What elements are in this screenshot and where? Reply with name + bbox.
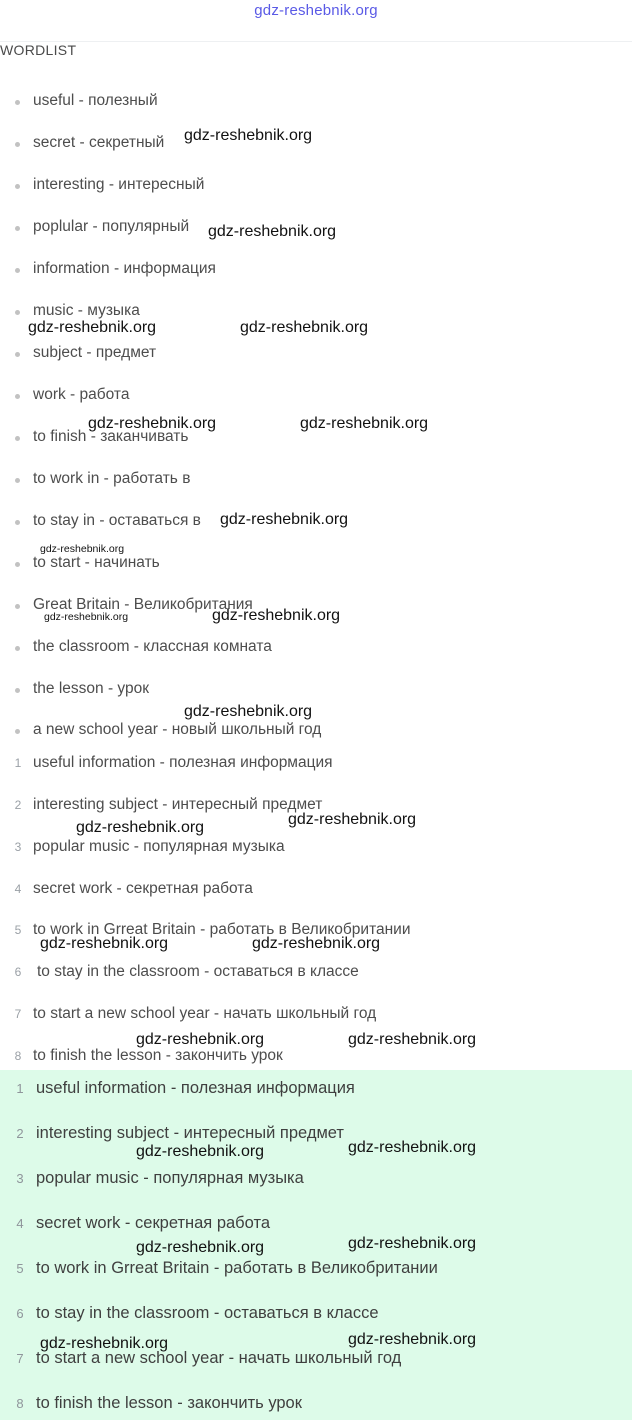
bullet-icon xyxy=(15,394,20,399)
watermark: gdz-reshebnik.org xyxy=(348,1139,477,1156)
answer-number: 6 xyxy=(16,1306,24,1321)
watermark: gdz-reshebnik.org xyxy=(44,611,129,623)
list-item-text: poplular - популярный xyxy=(33,218,190,235)
answer-number: 7 xyxy=(16,1351,24,1366)
watermark: gdz-reshebnik.org xyxy=(184,703,313,720)
watermark: gdz-reshebnik.org xyxy=(240,319,369,336)
list-item-text: to finish - заканчивать xyxy=(33,428,189,445)
bullet-icon xyxy=(15,268,20,273)
phrase-number: 2 xyxy=(14,798,22,812)
answer-number: 5 xyxy=(16,1261,24,1276)
phrase-number: 4 xyxy=(14,882,22,896)
answer-text: useful information - полезная информация xyxy=(36,1079,355,1097)
answer-number: 2 xyxy=(16,1126,24,1141)
bullet-icon xyxy=(15,226,20,231)
list-item-text: the lesson - урок xyxy=(33,680,150,697)
watermark: gdz-reshebnik.org xyxy=(136,1239,265,1256)
watermark: gdz-reshebnik.org xyxy=(76,819,205,836)
list-item-text: the classroom - классная комната xyxy=(33,638,272,655)
watermark: gdz-reshebnik.org xyxy=(136,1143,265,1160)
phrase-number: 6 xyxy=(14,965,22,979)
answer-text: to finish the lesson - закончить урок xyxy=(36,1394,302,1412)
answer-text: to work in Grreat Britain - работать в Великобритании xyxy=(36,1259,438,1277)
bullet-icon xyxy=(15,100,20,105)
watermark: gdz-reshebnik.org xyxy=(288,811,417,828)
answer-number: 4 xyxy=(16,1216,24,1231)
watermark: gdz-reshebnik.org xyxy=(40,935,169,952)
watermark: gdz-reshebnik.org xyxy=(40,543,125,555)
phrase-number: 7 xyxy=(14,1007,22,1021)
list-item-text: subject - предмет xyxy=(33,344,157,361)
bullet-icon xyxy=(15,688,20,693)
list-item-text: to stay in - оставаться в xyxy=(33,512,201,529)
list-item-text: a new school year - новый школьный год xyxy=(33,721,322,738)
answer-number: 8 xyxy=(16,1396,24,1411)
bullet-icon xyxy=(15,436,20,441)
phrase-text: to start a new school year - начать школьный год xyxy=(33,1005,377,1022)
wordlist-title: WORDLIST xyxy=(0,42,77,58)
answer-number: 3 xyxy=(16,1171,24,1186)
bullet-icon xyxy=(15,142,20,147)
bullet-icon xyxy=(15,184,20,189)
phrase-text: to finish the lesson - закончить урок xyxy=(33,1047,283,1064)
list-item-text: to work in - работать в xyxy=(33,470,191,487)
watermark: gdz-reshebnik.org xyxy=(252,935,381,952)
bullet-icon xyxy=(15,352,20,357)
bullet-icon xyxy=(15,729,20,734)
phrase-number: 3 xyxy=(14,840,22,854)
phrase-text: popular music - популярная музыка xyxy=(33,838,285,855)
bullet-icon xyxy=(15,310,20,315)
watermark: gdz-reshebnik.org xyxy=(300,415,429,432)
watermark: gdz-reshebnik.org xyxy=(136,1031,265,1048)
watermark: gdz-reshebnik.org xyxy=(220,511,349,528)
watermark: gdz-reshebnik.org xyxy=(348,1331,477,1348)
list-item-text: useful - полезный xyxy=(33,92,158,109)
watermark: gdz-reshebnik.org xyxy=(212,607,341,624)
phrase-text: secret work - секретная работа xyxy=(33,880,253,897)
answer-text: to stay in the classroom - оставаться в классе xyxy=(36,1304,379,1322)
phrase-number: 1 xyxy=(14,756,22,770)
list-item-text: secret - секретный xyxy=(33,134,165,151)
watermark: gdz-reshebnik.org xyxy=(348,1031,477,1048)
phrase-text: to stay in the classroom - оставаться в классе xyxy=(37,963,359,980)
phrase-text: useful information - полезная информация xyxy=(33,754,333,771)
watermark: gdz-reshebnik.org xyxy=(184,127,313,144)
watermark: gdz-reshebnik.org xyxy=(348,1235,477,1252)
bullet-icon xyxy=(15,520,20,525)
list-item-text: information - информация xyxy=(33,260,216,277)
list-item-text: work - работа xyxy=(33,386,130,403)
watermark: gdz-reshebnik.org xyxy=(40,1335,169,1352)
site-logo[interactable]: gdz-reshebnik.org xyxy=(254,2,378,19)
list-item-text: to start - начинать xyxy=(33,554,160,571)
watermark: gdz-reshebnik.org xyxy=(88,415,217,432)
answer-text: to start a new school year - начать школьный год xyxy=(36,1349,402,1367)
answer-text: interesting subject - интересный предмет xyxy=(36,1124,344,1142)
answer-text: popular music - популярная музыка xyxy=(36,1169,304,1187)
bullet-icon xyxy=(15,562,20,567)
watermark: gdz-reshebnik.org xyxy=(28,319,157,336)
watermark: gdz-reshebnik.org xyxy=(208,223,337,240)
list-item-text: Great Britain - Великобритания xyxy=(33,596,253,613)
bullet-icon xyxy=(15,478,20,483)
phrase-number: 5 xyxy=(14,923,22,937)
phrase-text: to work in Grreat Britain - работать в Великобритании xyxy=(33,921,411,938)
bullet-icon xyxy=(15,604,20,609)
header-divider xyxy=(0,41,632,42)
answer-number: 1 xyxy=(16,1081,24,1096)
list-item-text: interesting - интересный xyxy=(33,176,205,193)
list-item-text: music - музыка xyxy=(33,302,140,319)
phrase-number: 8 xyxy=(14,1049,22,1063)
answer-text: secret work - секретная работа xyxy=(36,1214,270,1232)
bullet-icon xyxy=(15,646,20,651)
phrase-text: interesting subject - интересный предмет xyxy=(33,796,323,813)
